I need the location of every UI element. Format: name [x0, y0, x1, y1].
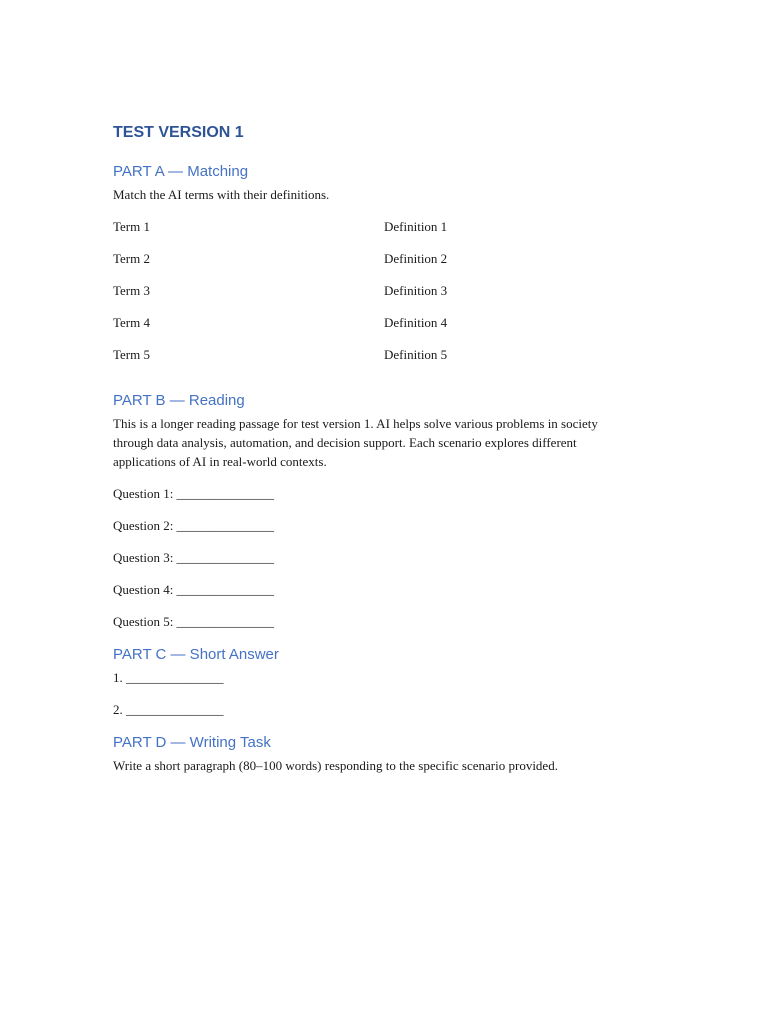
question-4: Question 4: _______________	[113, 582, 275, 597]
writing-task-instruction: Write a short paragraph (80–100 words) responding to the specific scenario provided.	[113, 758, 558, 773]
short-answer-2: 2. _______________	[113, 702, 224, 717]
definition-2: Definition 2	[384, 251, 448, 266]
term-3: Term 3	[113, 283, 150, 298]
reading-passage: This is a longer reading passage for test version 1. AI helps solve various problems in society through data analysis, automation, and decision support. Each scenario explores different applications of AI in real-world contexts.	[113, 416, 598, 469]
part-a-heading: PART A — Matching	[113, 163, 249, 180]
question-2: Question 2: _______________	[113, 518, 275, 533]
definition-5: Definition 5	[384, 347, 448, 362]
term-4: Term 4	[113, 315, 150, 330]
question-3: Question 3: _______________	[113, 550, 275, 565]
term-2: Term 2	[113, 251, 150, 266]
part-c-heading: PART C — Short Answer	[113, 646, 279, 663]
question-1: Question 1: _______________	[113, 486, 275, 501]
part-b-heading: PART B — Reading	[113, 392, 245, 409]
question-5: Question 5: _______________	[113, 614, 275, 629]
definition-1: Definition 1	[384, 219, 448, 234]
part-a-instruction: Match the AI terms with their definitions.	[113, 187, 330, 202]
definition-3: Definition 3	[384, 283, 448, 298]
definition-4: Definition 4	[384, 315, 448, 330]
part-d-heading: PART D — Writing Task	[113, 734, 271, 751]
short-answer-1: 1. _______________	[113, 670, 224, 685]
document-title: TEST VERSION 1	[113, 124, 244, 141]
term-1: Term 1	[113, 219, 150, 234]
term-5: Term 5	[113, 347, 150, 362]
